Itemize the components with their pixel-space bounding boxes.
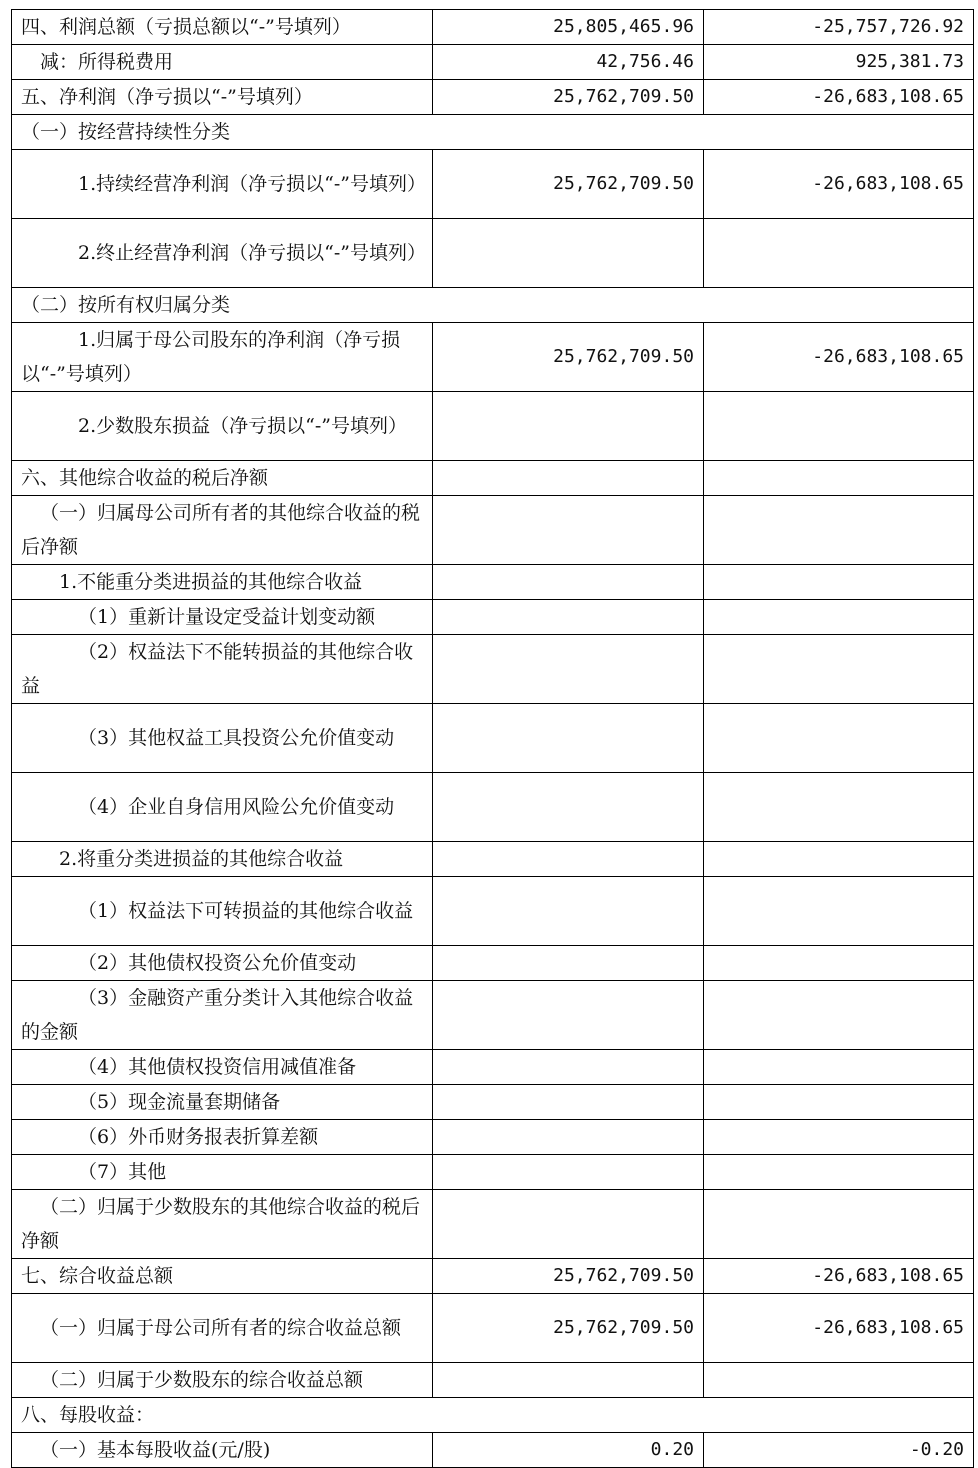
row-label: 1.归属于母公司股东的净利润（净亏损以“-”号填列） xyxy=(12,323,433,392)
prior-period-value xyxy=(704,600,974,635)
table-row xyxy=(12,842,974,877)
prior-period-value xyxy=(704,981,974,1050)
prior-period-value xyxy=(704,496,974,565)
current-period-value xyxy=(433,635,704,704)
current-period-value xyxy=(433,1363,704,1398)
prior-period-value: -25,757,726.92 xyxy=(704,10,974,45)
table-row xyxy=(12,45,974,80)
prior-period-value xyxy=(704,1050,974,1085)
row-label: （3）金融资产重分类计入其他综合收益的金额 xyxy=(12,981,433,1050)
row-label: （1）权益法下可转损益的其他综合收益 xyxy=(12,877,433,946)
current-period-value xyxy=(433,461,704,496)
row-label: （4）企业自身信用风险公允价值变动 xyxy=(12,773,433,842)
row-label: （二）归属于少数股东的综合收益总额 xyxy=(12,1363,433,1398)
current-period-value xyxy=(433,496,704,565)
section-label: （一）按经营持续性分类 xyxy=(12,115,974,150)
row-label: （4）其他债权投资信用减值准备 xyxy=(12,1050,433,1085)
current-period-value xyxy=(433,842,704,877)
prior-period-value: -26,683,108.65 xyxy=(704,80,974,115)
table-row xyxy=(12,773,974,842)
prior-period-value: -26,683,108.65 xyxy=(704,323,974,392)
row-label: （2）权益法下不能转损益的其他综合收益 xyxy=(12,635,433,704)
row-label: （一）基本每股收益(元/股) xyxy=(12,1433,433,1468)
row-label: （7）其他 xyxy=(12,1155,433,1190)
current-period-value xyxy=(433,392,704,461)
current-period-value xyxy=(433,219,704,288)
table-row xyxy=(12,1433,974,1468)
row-label: 四、利润总额（亏损总额以“-”号填列） xyxy=(12,10,433,45)
table-row xyxy=(12,150,974,219)
row-label: （1）重新计量设定受益计划变动额 xyxy=(12,600,433,635)
prior-period-value xyxy=(704,704,974,773)
table-row xyxy=(12,946,974,981)
current-period-value xyxy=(433,1155,704,1190)
prior-period-value: 925,381.73 xyxy=(704,45,974,80)
prior-period-value xyxy=(704,842,974,877)
prior-period-value xyxy=(704,461,974,496)
prior-period-value xyxy=(704,946,974,981)
current-period-value xyxy=(433,1120,704,1155)
row-label: 2.少数股东损益（净亏损以“-”号填列） xyxy=(12,392,433,461)
current-period-value: 25,762,709.50 xyxy=(433,1259,704,1294)
prior-period-value xyxy=(704,219,974,288)
prior-period-value: -26,683,108.65 xyxy=(704,1259,974,1294)
current-period-value: 0.20 xyxy=(433,1433,704,1468)
table-row xyxy=(12,1363,974,1398)
row-label: （一）归属于母公司所有者的综合收益总额 xyxy=(12,1294,433,1363)
current-period-value xyxy=(433,877,704,946)
table-row xyxy=(12,635,974,704)
table-row xyxy=(12,600,974,635)
table-row xyxy=(12,80,974,115)
table-row xyxy=(12,981,974,1050)
prior-period-value xyxy=(704,1120,974,1155)
prior-period-value: -26,683,108.65 xyxy=(704,1294,974,1363)
row-label: 1.不能重分类进损益的其他综合收益 xyxy=(12,565,433,600)
current-period-value: 25,762,709.50 xyxy=(433,323,704,392)
section-row xyxy=(12,288,974,323)
table-row xyxy=(12,1050,974,1085)
prior-period-value xyxy=(704,1155,974,1190)
row-label: 六、其他综合收益的税后净额 xyxy=(12,461,433,496)
row-label: 2.终止经营净利润（净亏损以“-”号填列） xyxy=(12,219,433,288)
row-label: （2）其他债权投资公允价值变动 xyxy=(12,946,433,981)
row-label: （5）现金流量套期储备 xyxy=(12,1085,433,1120)
section-label: （二）按所有权归属分类 xyxy=(12,288,974,323)
current-period-value xyxy=(433,704,704,773)
prior-period-value xyxy=(704,877,974,946)
current-period-value xyxy=(433,565,704,600)
table-row xyxy=(12,1085,974,1120)
table-row xyxy=(12,704,974,773)
section-row xyxy=(12,1398,974,1433)
table-row xyxy=(12,10,974,45)
prior-period-value xyxy=(704,1190,974,1259)
current-period-value xyxy=(433,1085,704,1120)
prior-period-value xyxy=(704,1085,974,1120)
row-label: （3）其他权益工具投资公允价值变动 xyxy=(12,704,433,773)
table-row xyxy=(12,877,974,946)
prior-period-value: -26,683,108.65 xyxy=(704,150,974,219)
current-period-value xyxy=(433,1050,704,1085)
current-period-value xyxy=(433,773,704,842)
row-label: （一）归属母公司所有者的其他综合收益的税后净额 xyxy=(12,496,433,565)
table-row xyxy=(12,323,974,392)
prior-period-value xyxy=(704,565,974,600)
row-label: 减：所得税费用 xyxy=(12,45,433,80)
current-period-value xyxy=(433,1190,704,1259)
table-row xyxy=(12,496,974,565)
table-row xyxy=(12,1190,974,1259)
income-statement-table xyxy=(11,9,974,1468)
row-label: 1.持续经营净利润（净亏损以“-”号填列） xyxy=(12,150,433,219)
current-period-value xyxy=(433,946,704,981)
prior-period-value xyxy=(704,392,974,461)
row-label: （二）归属于少数股东的其他综合收益的税后净额 xyxy=(12,1190,433,1259)
row-label: （6）外币财务报表折算差额 xyxy=(12,1120,433,1155)
table-row xyxy=(12,565,974,600)
table-row xyxy=(12,392,974,461)
table-row xyxy=(12,219,974,288)
row-label: 七、综合收益总额 xyxy=(12,1259,433,1294)
current-period-value xyxy=(433,600,704,635)
table-row xyxy=(12,1294,974,1363)
prior-period-value xyxy=(704,773,974,842)
section-row xyxy=(12,115,974,150)
current-period-value: 25,762,709.50 xyxy=(433,80,704,115)
table-row xyxy=(12,1155,974,1190)
current-period-value: 25,805,465.96 xyxy=(433,10,704,45)
current-period-value: 42,756.46 xyxy=(433,45,704,80)
current-period-value xyxy=(433,981,704,1050)
section-label: 八、每股收益： xyxy=(12,1398,974,1433)
prior-period-value xyxy=(704,635,974,704)
table-row xyxy=(12,1120,974,1155)
row-label: 五、净利润（净亏损以“-”号填列） xyxy=(12,80,433,115)
table-row xyxy=(12,461,974,496)
prior-period-value: -0.20 xyxy=(704,1433,974,1468)
row-label: 2.将重分类进损益的其他综合收益 xyxy=(12,842,433,877)
table-row xyxy=(12,1259,974,1294)
prior-period-value xyxy=(704,1363,974,1398)
current-period-value: 25,762,709.50 xyxy=(433,150,704,219)
current-period-value: 25,762,709.50 xyxy=(433,1294,704,1363)
